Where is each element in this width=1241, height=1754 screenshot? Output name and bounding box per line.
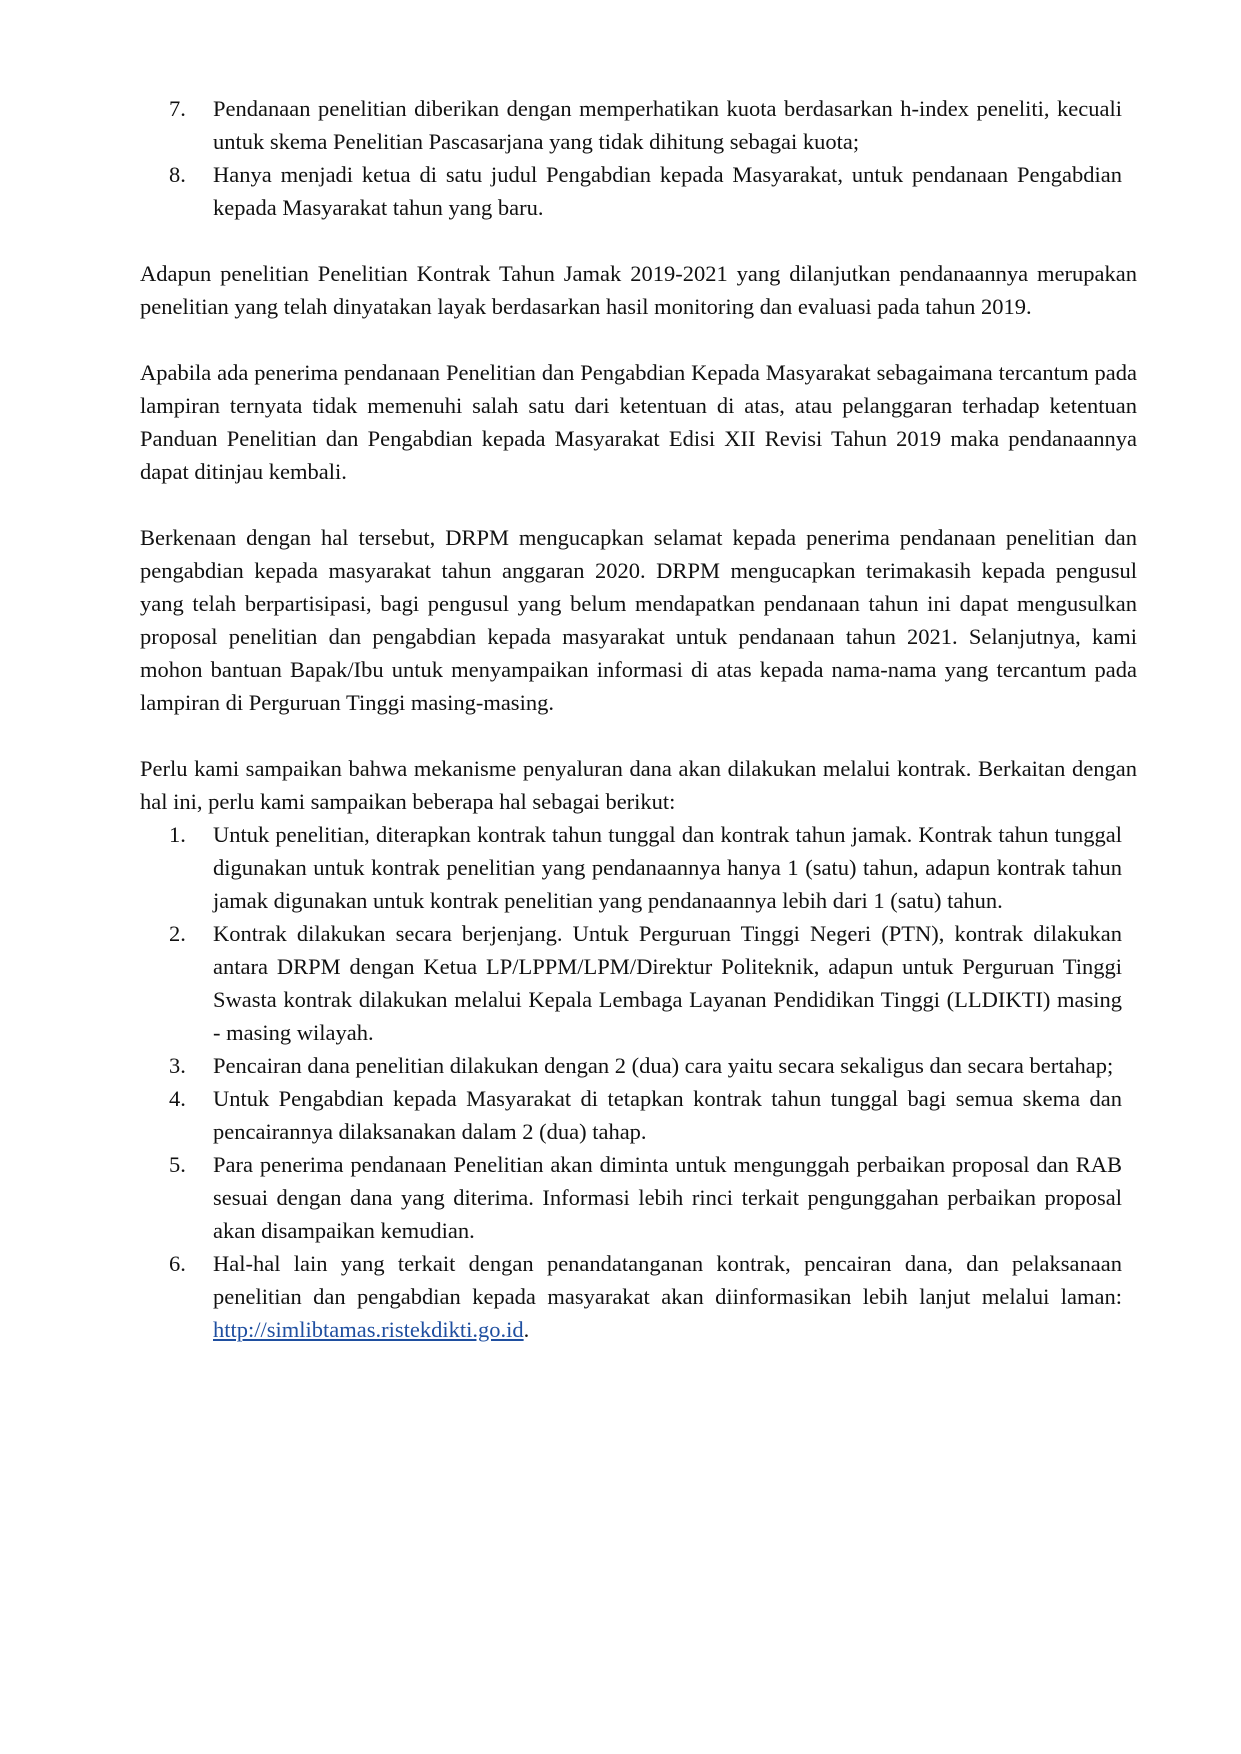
list-item [140, 917, 1137, 1049]
list-number: 5. [169, 1152, 186, 1177]
list-item [140, 158, 1137, 224]
list-item [140, 1049, 1137, 1082]
contract-points-list [140, 818, 1137, 1346]
paragraph-multiyear-contract: Adapun penelitian Penelitian Kontrak Tahun Jamak 2019-2021 yang dilanjutkan pendanaannya merupakan penelitian yang telah dinyatakan layak berdasarkan hasil monitoring dan evaluasi pada tahun 2019. [140, 261, 1137, 319]
list-text: Kontrak dilakukan secara berjenjang. Untuk Perguruan Tinggi Negeri (PTN), kontrak dilakukan antara DRPM dengan Ketua LP/LPPM/LPM/Direktur Politeknik, adapun untuk Perguruan Tinggi Swasta kontrak dilakukan melalui Kepala Lembaga Layanan Pendidikan Tinggi (LLDIKTI) masing - masing wilayah. [213, 921, 1122, 1045]
list-item [140, 1247, 1137, 1346]
simlibtamas-link[interactable]: http://simlibtamas.ristekdikti.go.id [213, 1317, 524, 1342]
list-number: 4. [169, 1086, 186, 1111]
list-text: Pendanaan penelitian diberikan dengan memperhatikan kuota berdasarkan h-index peneliti, kecuali untuk skema Penelitian Pascasarjana yang tidak dihitung sebagai kuota; [213, 96, 1122, 154]
list-text: Hal-hal lain yang terkait dengan penandatanganan kontrak, pencairan dana, dan pelaksanaan penelitian dan pengabdian kepada masyarakat akan diinformasikan lebih lanjut melalui laman: [213, 1251, 1122, 1309]
list-number: 2. [169, 921, 186, 946]
list-text: Pencairan dana penelitian dilakukan dengan 2 (dua) cara yaitu secara sekaligus dan secara bertahap; [213, 1053, 1114, 1078]
list-number: 7. [169, 96, 186, 121]
list-item [140, 92, 1137, 158]
list-number: 8. [169, 162, 186, 187]
paragraph-congratulations: Berkenaan dengan hal tersebut, DRPM mengucapkan selamat kepada penerima pendanaan penelitian dan pengabdian kepada masyarakat tahun anggaran 2020. DRPM mengucapkan terimakasih kepada pengusul yang telah berpartisipasi, bagi pengusul yang belum mendapatkan pendanaan tahun ini dapat mengusulkan proposal penelitian dan pengabdian kepada masyarakat untuk pendanaan tahun 2021. Selanjutnya, kami mohon bantuan Bapak/Ibu untuk menyampaikan informasi di atas kepada nama-nama yang tercantum pada lampiran di Perguruan Tinggi masing-masing. [140, 525, 1137, 715]
list-text-end: . [523, 1317, 530, 1342]
list-number: 3. [169, 1053, 186, 1078]
list-number: 1. [169, 822, 186, 847]
paragraph-review-funding: Apabila ada penerima pendanaan Penelitian dan Pengabdian Kepada Masyarakat sebagaimana tercantum pada lampiran ternyata tidak memenuhi salah satu dari ketentuan di atas, atau pelanggaran terhadap ketentuan Panduan Penelitian dan Pengabdian kepada Masyarakat Edisi XII Revisi Tahun 2019 maka pendanaannya dapat ditinjau kembali. [140, 360, 1137, 484]
list-text: Untuk penelitian, diterapkan kontrak tahun tunggal dan kontrak tahun jamak. Kontrak tahun tunggal digunakan untuk kontrak penelitian yang pendanaannya hanya 1 (satu) tahun, adapun kontrak tahun jamak digunakan untuk kontrak penelitian yang pendanaannya lebih dari 1 (satu) tahun. [213, 822, 1122, 913]
list-text: Hanya menjadi ketua di satu judul Pengabdian kepada Masyarakat, untuk pendanaan Pengabdian kepada Masyarakat tahun yang baru. [213, 162, 1122, 220]
list-number: 6. [169, 1251, 186, 1276]
requirements-list-continued [140, 92, 1137, 224]
paragraph-contract-mechanism: Perlu kami sampaikan bahwa mekanisme penyaluran dana akan dilakukan melalui kontrak. Berkaitan dengan hal ini, perlu kami sampaikan beberapa hal sebagai berikut: [140, 756, 1137, 814]
list-item [140, 1082, 1137, 1148]
list-item [140, 818, 1137, 917]
document-page [140, 92, 1137, 1346]
list-text: Untuk Pengabdian kepada Masyarakat di tetapkan kontrak tahun tunggal bagi semua skema dan pencairannya dilaksanakan dalam 2 (dua) tahap. [213, 1086, 1122, 1144]
list-text: Para penerima pendanaan Penelitian akan diminta untuk mengunggah perbaikan proposal dan RAB sesuai dengan dana yang diterima. Informasi lebih rinci terkait pengunggahan perbaikan proposal akan disampaikan kemudian. [213, 1152, 1122, 1243]
list-item [140, 1148, 1137, 1247]
